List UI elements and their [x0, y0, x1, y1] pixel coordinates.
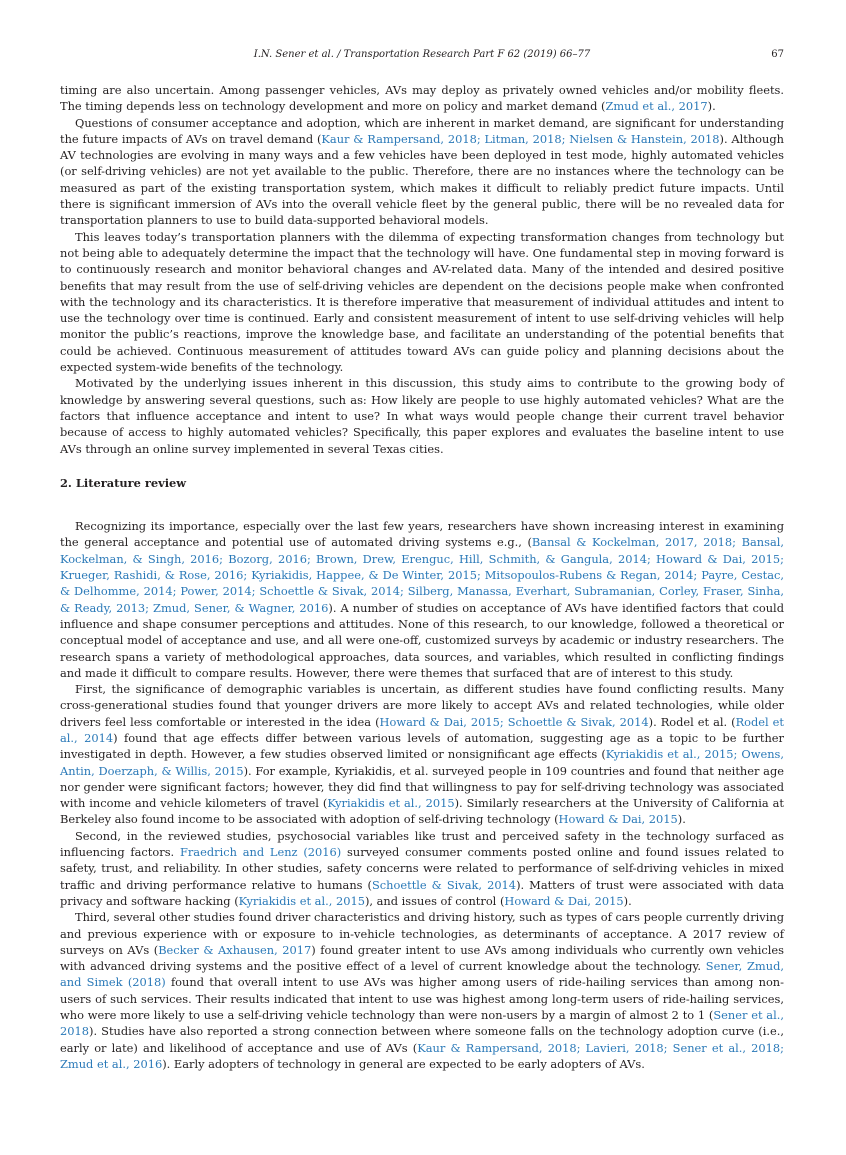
citation-link[interactable]: Kyriakidis et al., 2015; Owens, Antin, Doerzaph, & Willis, 2015 [60, 747, 785, 778]
citation-link[interactable]: Sener et al., 2018 [60, 1008, 784, 1039]
paragraph: Recognizing its importance, especially over the last few years, researchers have shown increasing interest in examining the general acceptance and potential use of automated driving systems e.g., (Bansal & Kockelman, 2017, 2018; Bansal, Kockelman, & Singh, 2016; Bozorg, 2016; Brown, Drew, Erenguc, Hill, Schmith, & Gangula, 2014; Howard & Dai, 2015; Krueger, Rashidi, & Rose, 2016; Kyriakidis, Happee, & De Winter, 2015; Mitsopoulos-Rubens & Regan, 2014; Payre, Cestac, & Delhomme, 2014; Power, 2014; Schoettle & Sivak, 2014; Silberg, Manassa, Everhart, Subramanian, Corley, Fraser, Sinha, & Ready, 2013; Zmud, Sener, & Wagner, 2016). A number of studies on acceptance of AVs have identified factors that could influence and shape consumer perceptions and attitudes. None of this research, to our knowledge, followed a theoretical or conceptual model of acceptance and use, and all were one-off, customized surveys by academic or industry researchers. The research spans a variety of methodological approaches, data sources, and variables, which resulted in conflicting findings and made it difficult to compare results. However, there were themes that surfaced that are of interest to this study. [60, 519, 784, 680]
citation-link[interactable]: Rodel et al., 2014 [60, 714, 784, 745]
paragraph: Motivated by the underlying issues inherent in this discussion, this study aims to contribute to the growing body of knowledge by answering several questions, such as: How likely are people to use highly automated vehicles? What are the factors that influence acceptance and intent to use? In what ways would people change their current travel behavior because of access to highly automated vehicles? Specifically, this paper explores and evaluates the baseline intent to use AVs through an online survey implemented in several Texas cities. [60, 376, 784, 456]
paragraph: Third, several other studies found driver characteristics and driving history, such as types of cars people currently driving and previous experience with or exposure to in-vehicle technologies, as determinants of acceptance. A 2017 review of surveys on AVs (Becker & Axhausen, 2017) found greater intent to use AVs among individuals who currently own vehicles with advanced driving systems and the positive effect of a level of current knowledge about the technology. Sener, Zmud, and Simek (2018) found that overall intent to use AVs was higher among users of ride-hailing services than among non-users of such services. Their results indicated that intent to use was highest among long-term users of ride-hailing services, who were more likely to use a self-driving vehicle technology than were non-users by a margin of almost 2 to 1 (Sener et al., 2018). Studies have also reported a strong connection between where someone falls on the technology adoption curve (i.e., early or late) and likelihood of acceptance and use of AVs (Kaur & Rampersand, 2018; Lavieri, 2018; Sener et al., 2018; Zmud et al., 2016). Early adopters of technology in general are expected to be early adopters of AVs. [60, 910, 784, 1071]
paragraph: Questions of consumer acceptance and adoption, which are inherent in market demand, are significant for understanding the future impacts of AVs on travel demand (Kaur & Rampersand, 2018; Litman, 2018; Nielsen & Hanstein, 2018). Although AV technologies are evolving in many ways and a few vehicles have been deployed in test mode, highly automated vehicles (or self-driving vehicles) are not yet available to the public. Therefore, there are no instances where the technology can be measured as part of the existing transportation system, which makes it difficult to reliably predict future impacts. Until there is significant immersion of AVs into the overall vehicle fleet by the general public, there will be no revealed data for transportation planners to use to build data-supported behavioral models. [60, 115, 784, 228]
citation-link[interactable]: Kyriakidis et al., 2015 [238, 893, 365, 908]
citation-link[interactable]: Becker & Axhausen, 2017 [158, 942, 312, 957]
article-body [60, 82, 784, 1072]
paragraph: Second, in the reviewed studies, psychosocial variables like trust and perceived safety in the technology surfaced as influencing factors. Fraedrich and Lenz (2016) surveyed consumer comments posted online and found issues related to safety, trust, and reliability. In other studies, safety concerns were related to performance of self-driving vehicles in mixed traffic and driving performance relative to humans (Schoettle & Sivak, 2014). Matters of trust were associated with data privacy and software hacking (Kyriakidis et al., 2015), and issues of control (Howard & Dai, 2015). [60, 828, 784, 908]
running-header [60, 49, 784, 63]
citation-link[interactable]: Howard & Dai, 2015; Schoettle & Sivak, 2014 [379, 714, 649, 729]
citation-link[interactable]: Howard & Dai, 2015 [558, 812, 678, 827]
paragraph: This leaves today’s transportation planners with the dilemma of expecting transformation changes from technology but not being able to adequately determine the impact that the technology will have. One fundamental step in moving forward is to continuously research and monitor behavioral changes and AV-related data. Many of the intended and desired positive benefits that may result from the use of self-driving vehicles are dependent on the decisions people make when confronted with the technology and its characteristics. It is therefore imperative that measurement of individual attitudes and intent to use the technology over time is continued. Early and consistent measurement of intent to use self-driving vehicles will help monitor the public’s reactions, improve the knowledge base, and facilitate an understanding of the potential benefits that could be achieved. Continuous measurement of attitudes toward AVs can guide policy and planning decisions about the expected system-wide benefits of the technology. [60, 229, 784, 375]
paragraph: timing are also uncertain. Among passenger vehicles, AVs may deploy as privately owned vehicles and/or mobility fleets. The timing depends less on technology development and more on policy and market demand (Zmud et al., 2017). [60, 83, 784, 114]
paragraph: First, the significance of demographic variables is uncertain, as different studies have found conflicting results. Many cross-generational studies found that younger drivers are more likely to accept AVs and related technologies, while older drivers feel less comfortable or interested in the idea (Howard & Dai, 2015; Schoettle & Sivak, 2014). Rodel et al. (Rodel et al., 2014) found that age effects differ between various levels of automation, suggesting age as a topic to be further investigated in depth. However, a few studies observed limited or nonsignificant age effects (Kyriakidis et al., 2015; Owens, Antin, Doerzaph, & Willis, 2015). For example, Kyriakidis, et al. surveyed people in 109 countries and found that neither age nor gender were significant factors; however, they did find that willingness to pay for self-driving technology was associated with income and vehicle kilometers of travel (Kyriakidis et al., 2015). Similarly researchers at the University of California at Berkeley also found income to be associated with adoption of self-driving technology (Howard & Dai, 2015). [60, 682, 785, 827]
citation-link[interactable]: Fraedrich and Lenz (2016) [179, 845, 342, 860]
page-number: 67 [771, 49, 784, 60]
citation-link[interactable]: Bansal & Kockelman, 2017, 2018; Bansal, Kockelman, & Singh, 2016; Bozorg, 2016; Brown, Drew, Erenguc, Hill, Schmith, & Gangula, 2014; Howard & Dai, 2015; Krueger, Rashidi, & Rose, 2016; Kyriakidis, Happee, & De Winter, 2015; Mitsopoulos-Rubens & Regan, 2014; Payre, Cestac, & Delhomme, 2014; Power, 2014; Schoettle & Sivak, 2014; Silberg, Manassa, Everhart, Subramanian, Corley, Fraser, Sinha, & Ready, 2013; Zmud, Sener, & Wagner, 2016 [60, 535, 784, 615]
citation-link[interactable]: Sener, Zmud, and Simek (2018) [60, 959, 784, 990]
citation-link[interactable]: Zmud et al., 2017 [605, 99, 708, 114]
citation-link[interactable]: Kyriakidis et al., 2015 [327, 796, 455, 811]
citation-link[interactable]: Kaur & Rampersand, 2018; Lavieri, 2018; Sener et al., 2018; Zmud et al., 2016 [60, 1040, 784, 1071]
journal-citation: I.N. Sener et al. / Transportation Research Part F 62 (2019) 66–77 [253, 49, 591, 60]
section-heading: 2. Literature review [60, 475, 187, 490]
citation-link[interactable]: Schoettle & Sivak, 2014 [372, 877, 517, 892]
citation-link[interactable]: Howard & Dai, 2015 [504, 893, 624, 908]
citation-link[interactable]: Kaur & Rampersand, 2018; Litman, 2018; Nielsen & Hanstein, 2018 [321, 131, 720, 146]
